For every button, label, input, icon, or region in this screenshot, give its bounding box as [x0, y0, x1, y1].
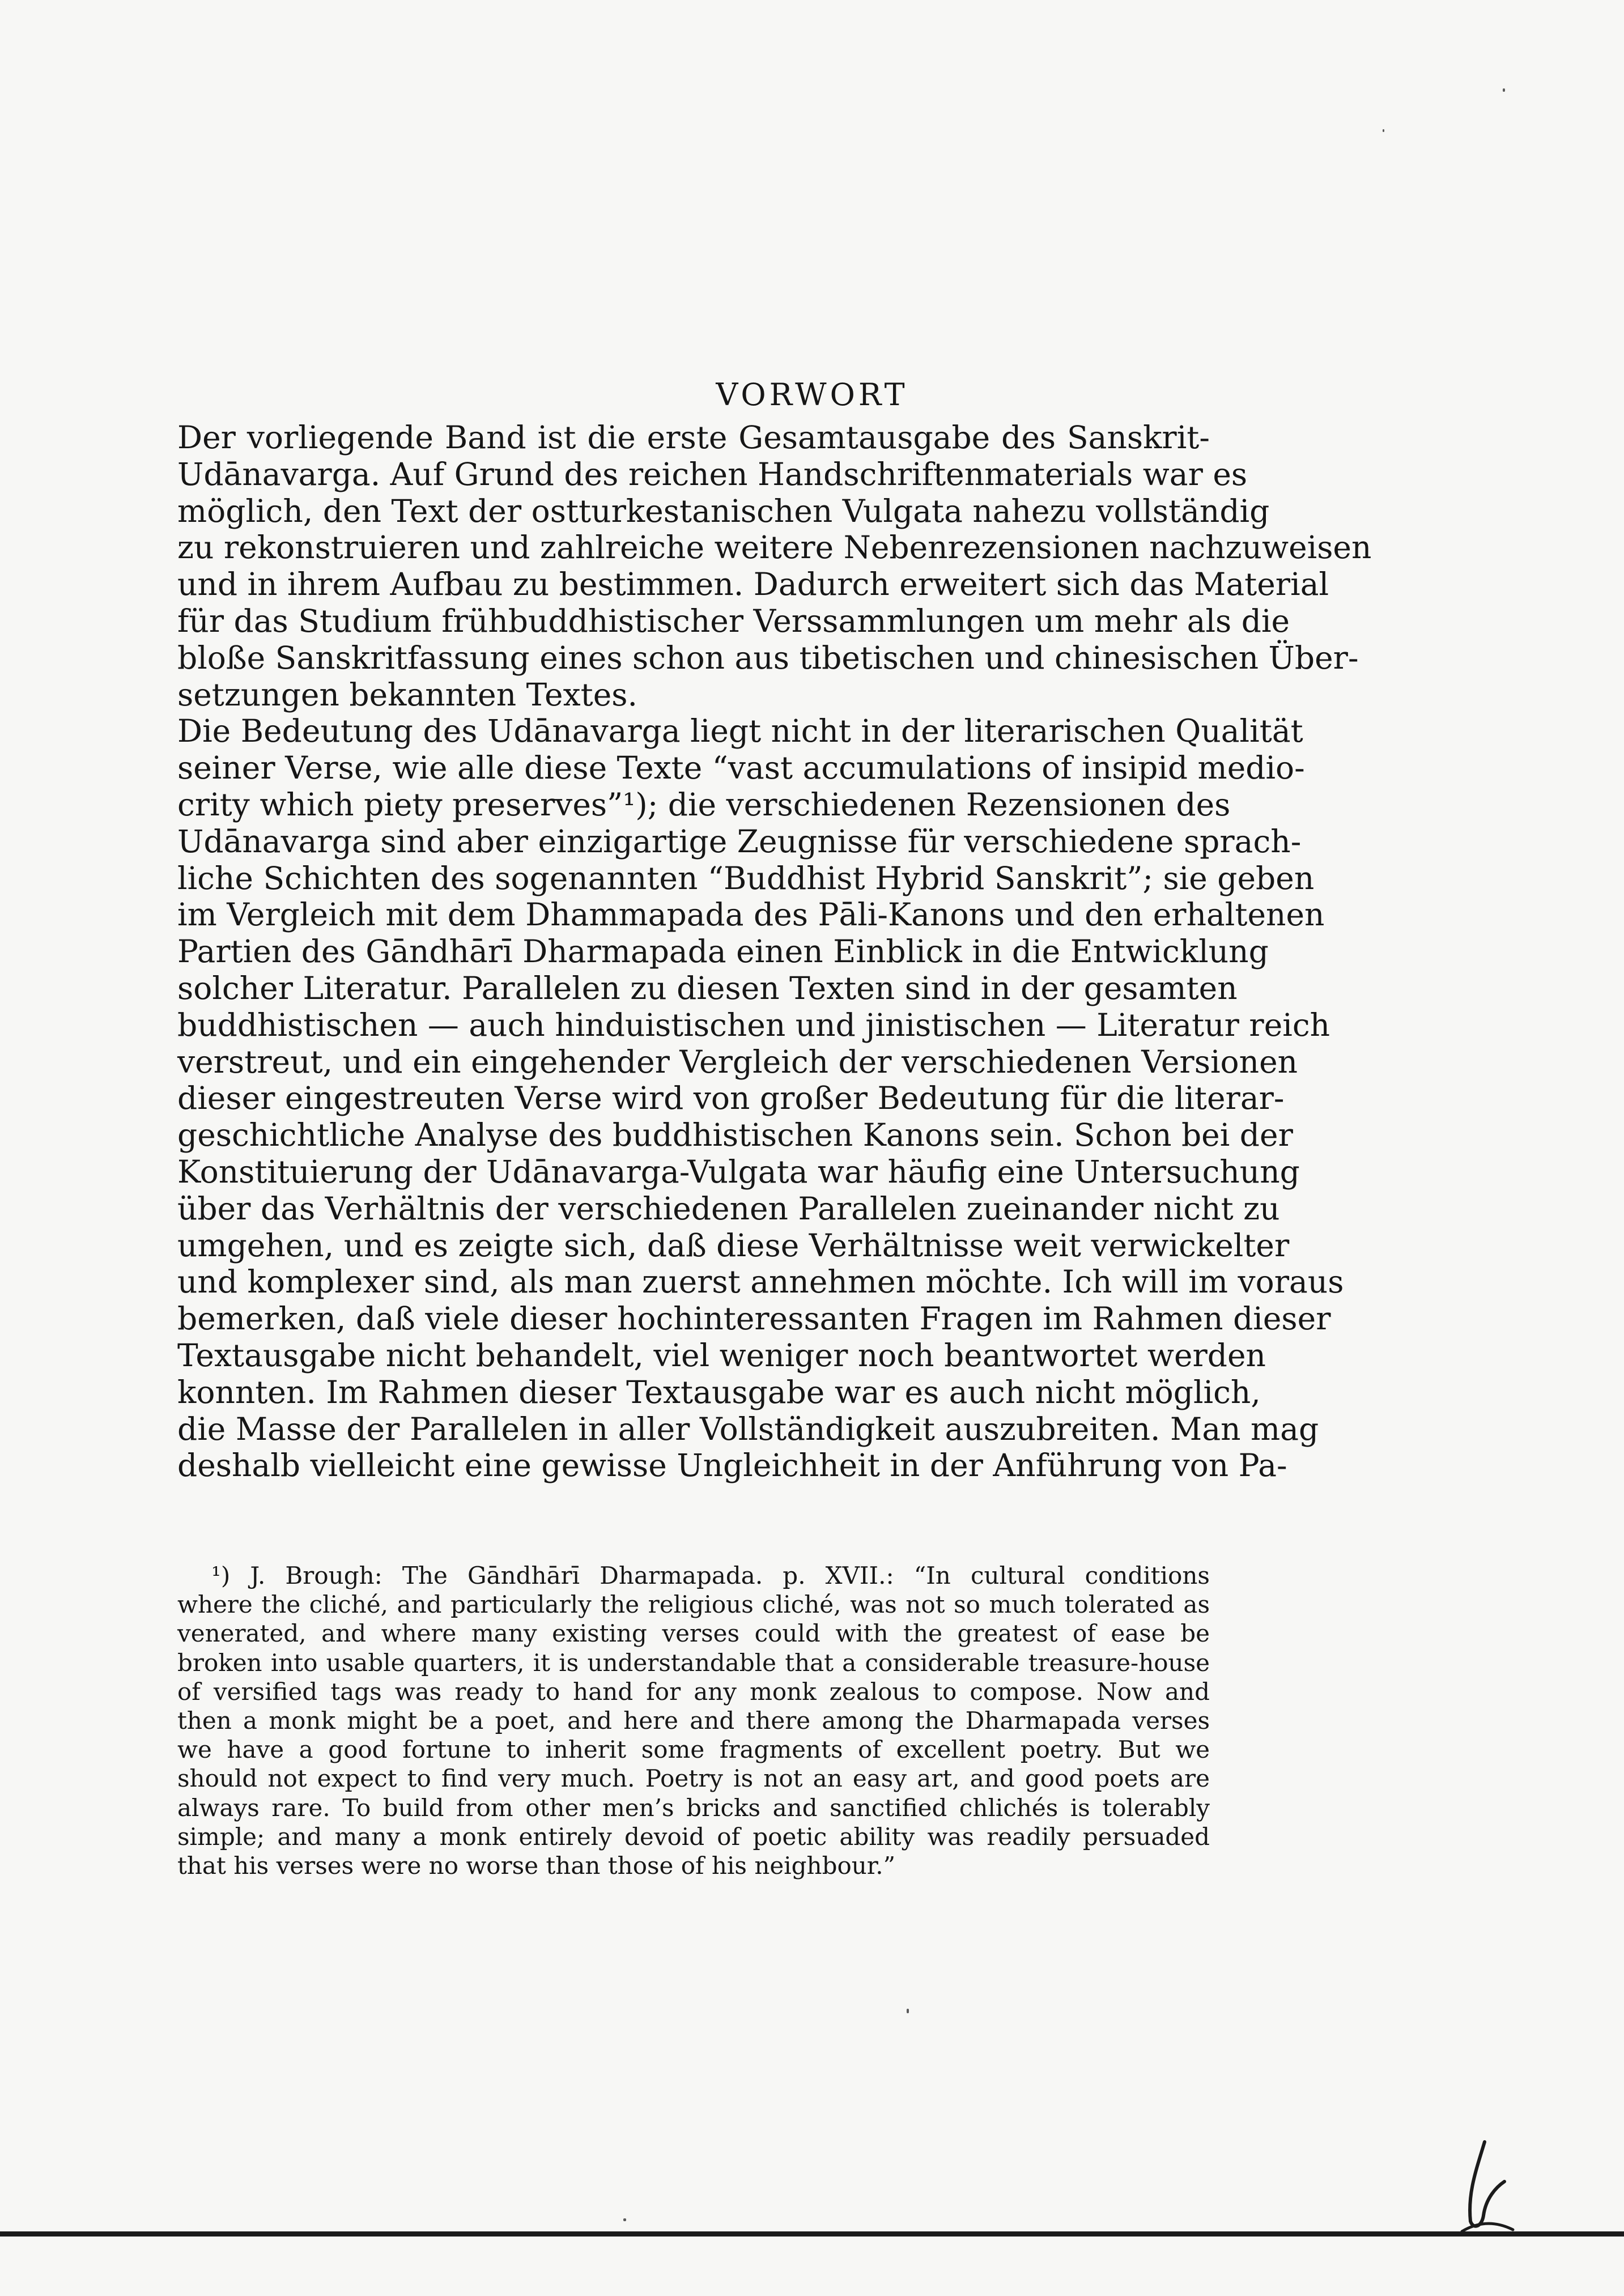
- body-line: liche Schichten des sogenannten “Buddhist Hybrid Sanskrit”; sie geben: [177, 860, 1315, 896]
- body-line: solcher Literatur. Parallelen zu diesen Texten sind in der gesamten: [177, 970, 1238, 1006]
- footnote: [177, 1561, 1210, 1880]
- body-line: deshalb vielleicht eine gewisse Ungleichheit in der Anführung von Pa-: [177, 1447, 1287, 1484]
- body-line: zu rekonstruieren und zahlreiche weitere Nebenrezensionen nachzuweisen: [177, 529, 1372, 566]
- body-line: und in ihrem Aufbau zu bestimmen. Dadurch erweitert sich das Material: [177, 566, 1329, 603]
- preface-body: [177, 419, 1372, 1484]
- body-line: geschichtliche Analyse des buddhistischen Kanons sein. Schon bei der: [177, 1117, 1293, 1154]
- footnote-line: where the cliché, and particularly the religious cliché, was not so much tolerated as: [177, 1591, 1210, 1619]
- body-line: Udānavarga. Auf Grund des reichen Handschriftenmaterials war es: [177, 456, 1248, 492]
- body-line: seiner Verse, wie alle diese Texte “vast accumulations of insipid medio-: [177, 750, 1305, 786]
- body-line: für das Studium frühbuddhistischer Verssammlungen um mehr als die: [177, 602, 1290, 639]
- body-line: dieser eingestreuten Verse wird von großer Bedeutung für die literar-: [177, 1080, 1285, 1117]
- footnote-line: should not expect to find very much. Poetry is not an easy art, and good poets are: [177, 1764, 1210, 1793]
- footnote-line: broken into usable quarters, it is understandable that a considerable treasure-house: [177, 1648, 1210, 1677]
- body-line: buddhistischen — auch hinduistischen und jinistischen — Literatur reich: [177, 1006, 1330, 1043]
- body-line: verstreut, und ein eingehender Vergleich der verschiedenen Versionen: [177, 1043, 1298, 1080]
- footnote-line: simple; and many a monk entirely devoid of poetic ability was readily persuaded: [177, 1822, 1210, 1851]
- scan-speck: [1503, 88, 1505, 92]
- footnote-line: venerated, and where many existing verses could with the greatest of ease be: [177, 1619, 1210, 1648]
- scan-speck: [1383, 129, 1384, 132]
- body-line: bemerken, daß viele dieser hochinteressanten Fragen im Rahmen dieser: [177, 1300, 1331, 1337]
- body-line: Konstituierung der Udānavarga-Vulgata war häufig eine Untersuchung: [177, 1153, 1300, 1190]
- body-line: im Vergleich mit dem Dhammapada des Pāli-Kanons und den erhaltenen: [177, 896, 1325, 933]
- body-line: Der vorliegende Band ist die erste Gesamtausgabe des Sanskrit-: [177, 419, 1210, 456]
- footnote-line: always rare. To build from other men’s bricks and sanctified chlichés is tolerably: [177, 1793, 1210, 1822]
- body-line: bloße Sanskritfassung eines schon aus tibetischen und chinesischen Über-: [177, 639, 1359, 676]
- footnote-line: of versified tags was ready to hand for any monk zealous to compose. Now and: [177, 1677, 1210, 1706]
- body-line: Partien des Gāndhārī Dharmapada einen Einblick in die Entwicklung: [177, 933, 1269, 970]
- scan-speck: [907, 2009, 909, 2013]
- body-line: über das Verhältnis der verschiedenen Parallelen zueinander nicht zu: [177, 1190, 1280, 1227]
- page-title: VORWORT: [716, 377, 908, 413]
- bottom-scan-edge: [0, 2231, 1624, 2237]
- body-line: konnten. Im Rahmen dieser Textausgabe war es auch nicht möglich,: [177, 1374, 1261, 1410]
- body-line: und komplexer sind, als man zuerst annehmen möchte. Ich will im voraus: [177, 1264, 1344, 1300]
- footnote-line: ¹) J. Brough: The Gāndhārī Dharmapada. p. XVII.: “In cultural conditions: [211, 1562, 1210, 1589]
- body-line: setzungen bekannten Textes.: [177, 676, 637, 713]
- scan-speck: [623, 2218, 626, 2221]
- pen-mark-icon: [1451, 2136, 1519, 2238]
- body-line: möglich, den Text der ostturkestanischen Vulgata nahezu vollständig: [177, 492, 1270, 529]
- body-line: umgehen, und es zeigte sich, daß diese Verhältnisse weit verwickelter: [177, 1227, 1290, 1264]
- footnote-line: that his verses were no worse than those of his neighbour.”: [177, 1851, 896, 1880]
- footnote-line: then a monk might be a poet, and here and there among the Dharmapada verses: [177, 1706, 1210, 1734]
- body-line: Die Bedeutung des Udānavarga liegt nicht in der literarischen Qualität: [177, 713, 1303, 750]
- body-line: Udānavarga sind aber einzigartige Zeugnisse für verschiedene sprach-: [177, 823, 1302, 860]
- footnote-line: we have a good fortune to inherit some fragments of excellent poetry. But we: [177, 1736, 1210, 1764]
- body-line: crity which piety preserves”¹); die verschiedenen Rezensionen des: [177, 786, 1231, 823]
- body-line: die Masse der Parallelen in aller Vollständigkeit auszubreiten. Man mag: [177, 1410, 1319, 1447]
- body-line: Textausgabe nicht behandelt, viel weniger noch beantwortet werden: [177, 1337, 1266, 1374]
